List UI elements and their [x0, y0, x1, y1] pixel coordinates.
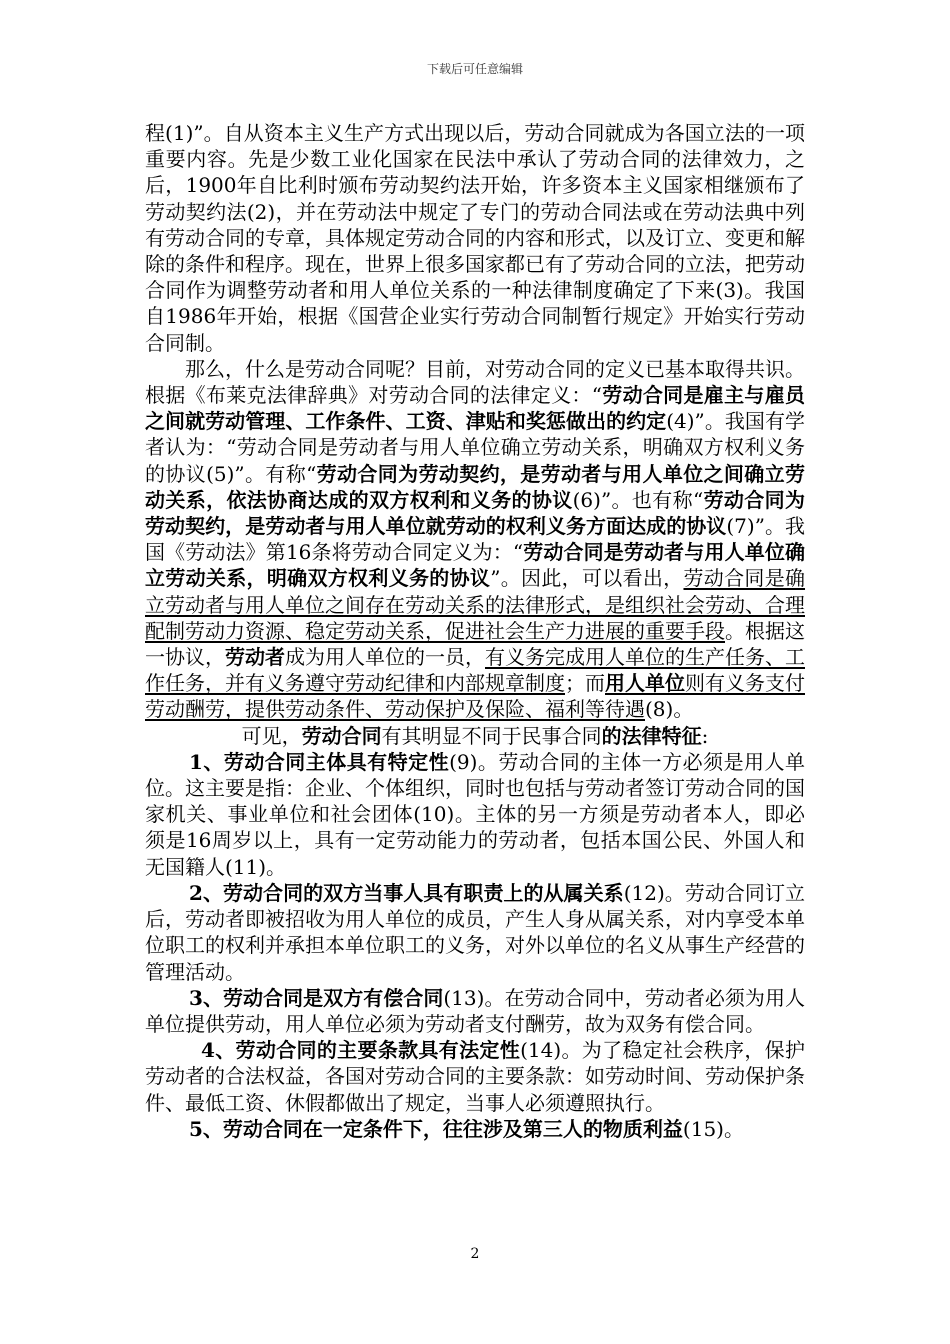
paragraph-intro-continuation: 程(1)”。自从资本主义生产方式出现以后，劳动合同就成为各国立法的一项重要内容。先是少数工业化国家在民法中承认了劳动合同的法律效力，之后，1900年自比利时颁布劳动契约法开始，许多资本主义国家相继颁布了劳动契约法(2)，并在劳动法中规定了专门的劳动合同法或在劳动法典中列有劳动合同的专章，具体规定劳动合同的内容和形式，以及订立、变更和解除的条件和程序。现在，世界上很多国家都已有了劳动合同的立法，把劳动合同作为调整劳动者和用人单位关系的一种法律制度确定了下来(3)。我国自1986年开始，根据《国营企业实行劳动合同制暂行规定》开始实行劳动合同制。: [145, 121, 805, 355]
feature-4: 4、劳动合同的主要条款具有法定性(14)。为了稳定社会秩序，保护劳动者的合法权益，各国对劳动合同的主要条款：如劳动时间、劳动保护条件、最低工资、休假都做出了规定，当事人必须遵照执行。: [145, 1038, 805, 1115]
feature-3: 3、劳动合同是双方有偿合同(13)。在劳动合同中，劳动者必须为用人单位提供劳动，用人单位必须为劳动者支付酬劳，故为双务有偿合同。: [145, 985, 805, 1036]
feature-5-title: 5、劳动合同在一定条件下，往往涉及第三人的物质利益: [189, 1116, 683, 1141]
document-body: [145, 120, 805, 1142]
term-employer: 用人单位: [605, 671, 685, 696]
paragraph-definition: 那么，什么是劳动合同呢？目前，对劳动合同的定义已基本取得共识。根据《布莱克法律辞典》对劳动合同的法律定义：“劳动合同是雇主与雇员之间就劳动管理、工作条件、工资、津贴和奖惩做出的约定(4)”。我国有学者认为：“劳动合同是劳动者与用人单位确立劳动关系，明确双方权利义务的协议(5)”。有称“劳动合同为劳动契约，是劳动者与用人单位之间确立劳动关系，依法协商达成的双方权利和义务的协议(6)”。也有称“劳动合同为劳动契约，是劳动者与用人单位就劳动的权利义务方面达成的协议(7)”。我国《劳动法》第16条将劳动合同定义为：“劳动合同是劳动者与用人单位确立劳动关系，明确双方权利义务的协议”。因此，可以看出，劳动合同是确立劳动者与用人单位之间存在劳动关系的法律形式，是组织社会劳动、合理配制劳动力资源、稳定劳动关系，促进社会生产力进展的重要手段。根据这一协议，劳动者成为用人单位的一员，有义务完成用人单位的生产任务、工作任务，并有义务遵守劳动纪律和内部规章制度；而用人单位则有义务支付劳动酬劳，提供劳动条件、劳动保护及保险、福利等待遇(8)。: [145, 356, 806, 722]
feature-5: 5、劳动合同在一定条件下，往往涉及第三人的物质利益(15)。: [189, 1116, 744, 1141]
page-header: 下载后可任意编辑: [426, 62, 523, 76]
paragraph-features-intro: 可见，劳动合同有其明显不同于民事合同的法律特征:: [241, 723, 709, 748]
feature-1: 1、劳动合同主体具有特定性(9)。劳动合同的主体一方必须是用人单位。这主要是指：企业、个体组织，同时也包括与劳动者签订劳动合同的国家机关、事业单位和社会团体(10)。主体的另一方须是劳动者本人，即必须是16周岁以上，具有一定劳动能力的劳动者，包括本国公民、外国人和无国籍人(11)。: [145, 749, 805, 879]
underlined-employer-duties: 则有义务支付劳动酬劳，提供劳动条件、劳动保护及保险、福利等待遇: [145, 671, 805, 722]
feature-2: 2、劳动合同的双方当事人具有职责上的从属关系(12)。劳动合同订立后，劳动者即被招收为用人单位的成员，产生人身从属关系，对内享受本单位职工的权利并承担本单位职工的义务，对外以单位的名义从事生产经营的管理活动。: [145, 880, 805, 984]
page-number: 2: [470, 1246, 480, 1262]
definition-blacks-law: 劳动合同是雇主与雇员之间就劳动管理、工作条件、工资、津贴和奖惩做出的约定: [145, 383, 806, 434]
feature-3-title: 3、劳动合同是双方有偿合同: [189, 985, 444, 1010]
underlined-worker-duties: 有义务完成用人单位的生产任务、工作任务，并有义务遵守劳动纪律和内部规章制度: [145, 645, 805, 696]
feature-2-title: 2、劳动合同的双方当事人具有职责上的从属关系: [189, 880, 624, 905]
feature-1-title: 1、劳动合同主体具有特定性: [189, 749, 450, 774]
definition-labor-contract-2: 劳动合同为劳动契约，是劳动者与用人单位就劳动的权利义务方面达成的协议: [145, 487, 806, 539]
definition-labor-contract-1: 劳动合同为劳动契约，是劳动者与用人单位之间确立劳动关系，依法协商达成的双方权利和义务的协议: [145, 461, 805, 512]
definition-labor-law-art16: 劳动合同是劳动者与用人单位确立劳动关系，明确双方权利义务的协议: [145, 540, 805, 591]
underlined-conclusion: 劳动合同是确立劳动者与用人单位之间存在劳动关系的法律形式，是组织社会劳动、合理配制劳动力资源、稳定劳动关系，促进社会生产力进展的重要手段: [145, 566, 806, 643]
term-worker: 劳动者: [225, 645, 285, 670]
feature-4-title: 4、劳动合同的主要条款具有法定性: [201, 1038, 521, 1063]
